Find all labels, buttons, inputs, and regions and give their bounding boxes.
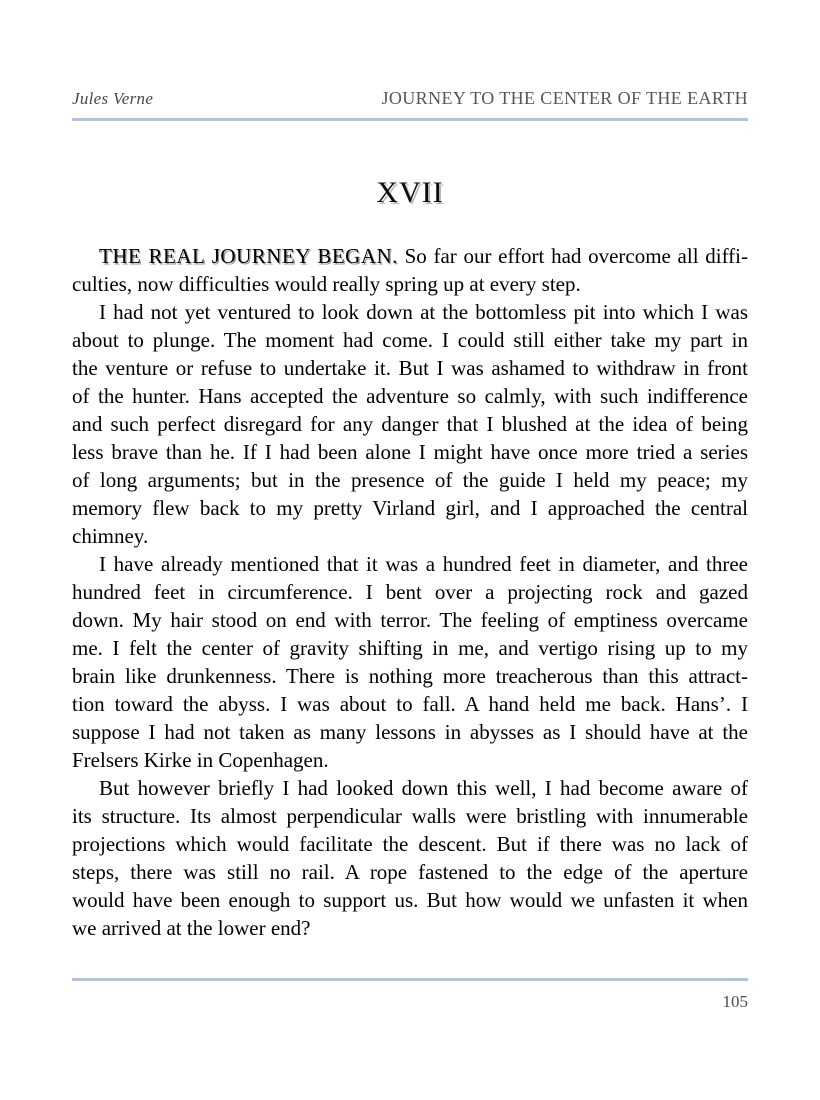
text-line: of long arguments; but in the presence of the guide I held my peace; my <box>72 468 748 492</box>
text-line: THE REAL JOURNEY BEGAN. So far our effort had overcome all diffi- <box>99 244 748 268</box>
paragraph <box>72 298 748 550</box>
text-line: we arrived at the lower end? <box>72 916 311 940</box>
text-line: I had not yet ventured to look down at the bottomless pit into which I was <box>99 300 748 324</box>
text-line: hundred feet in circumference. I bent over a projecting rock and gazed <box>72 580 748 604</box>
text-line: and such perfect disregard for any danger that I blushed at the idea of being <box>72 412 748 436</box>
paragraph-lead: THE REAL JOURNEY BEGAN. <box>99 244 398 268</box>
text-line: would have been enough to support us. But how would we unfasten it when <box>72 888 748 912</box>
text-line: memory flew back to my pretty Virland girl, and I approached the central <box>72 496 748 520</box>
paragraph <box>72 774 748 942</box>
paragraph <box>72 242 748 298</box>
text-line: me. I felt the center of gravity shifting in me, and vertigo rising up to my <box>72 636 748 660</box>
text-line: of the hunter. Hans accepted the adventure so calmly, with such indifference <box>72 384 748 408</box>
footer-rule <box>72 978 748 981</box>
header-book-title: JOURNEY TO THE CENTER OF THE EARTH <box>381 88 748 108</box>
text-line: suppose I had not taken as many lessons in abysses as I should have at the <box>72 720 748 744</box>
text-line: I have already mentioned that it was a hundred feet in diameter, and three <box>99 552 748 576</box>
text-line: projections which would facilitate the descent. But if there was no lack of <box>72 832 748 856</box>
text-line: its structure. Its almost perpendicular walls were bristling with innumerable <box>72 804 748 828</box>
page-number: 105 <box>722 992 748 1011</box>
text-line: the venture or refuse to undertake it. But I was ashamed to withdraw in front <box>72 356 748 380</box>
text-line: tion toward the abyss. I was about to fall. A hand held me back. Hans’. I <box>72 692 748 716</box>
text-line: down. My hair stood on end with terror. The feeling of emptiness overcame <box>72 608 748 632</box>
header-author: Jules Verne <box>72 89 154 108</box>
text-line: Frelsers Kirke in Copenhagen. <box>72 748 329 772</box>
text-line: about to plunge. The moment had come. I could still either take my part in <box>72 328 748 352</box>
text-line: chimney. <box>72 524 149 548</box>
text-line: culties, now difficulties would really spring up at every step. <box>72 272 581 296</box>
header-rule <box>72 118 748 121</box>
text-line: brain like drunkenness. There is nothing more treacherous than this attract- <box>72 664 748 688</box>
body-text <box>72 242 748 942</box>
text-line: less brave than he. If I had been alone I might have once more tried a series <box>72 440 748 464</box>
page-header <box>72 88 748 109</box>
text-line: steps, there was still no rail. A rope fastened to the edge of the aperture <box>72 860 748 884</box>
paragraph <box>72 550 748 774</box>
chapter-heading: XVII <box>376 176 444 209</box>
text-line: But however briefly I had looked down this well, I had become aware of <box>99 776 748 800</box>
